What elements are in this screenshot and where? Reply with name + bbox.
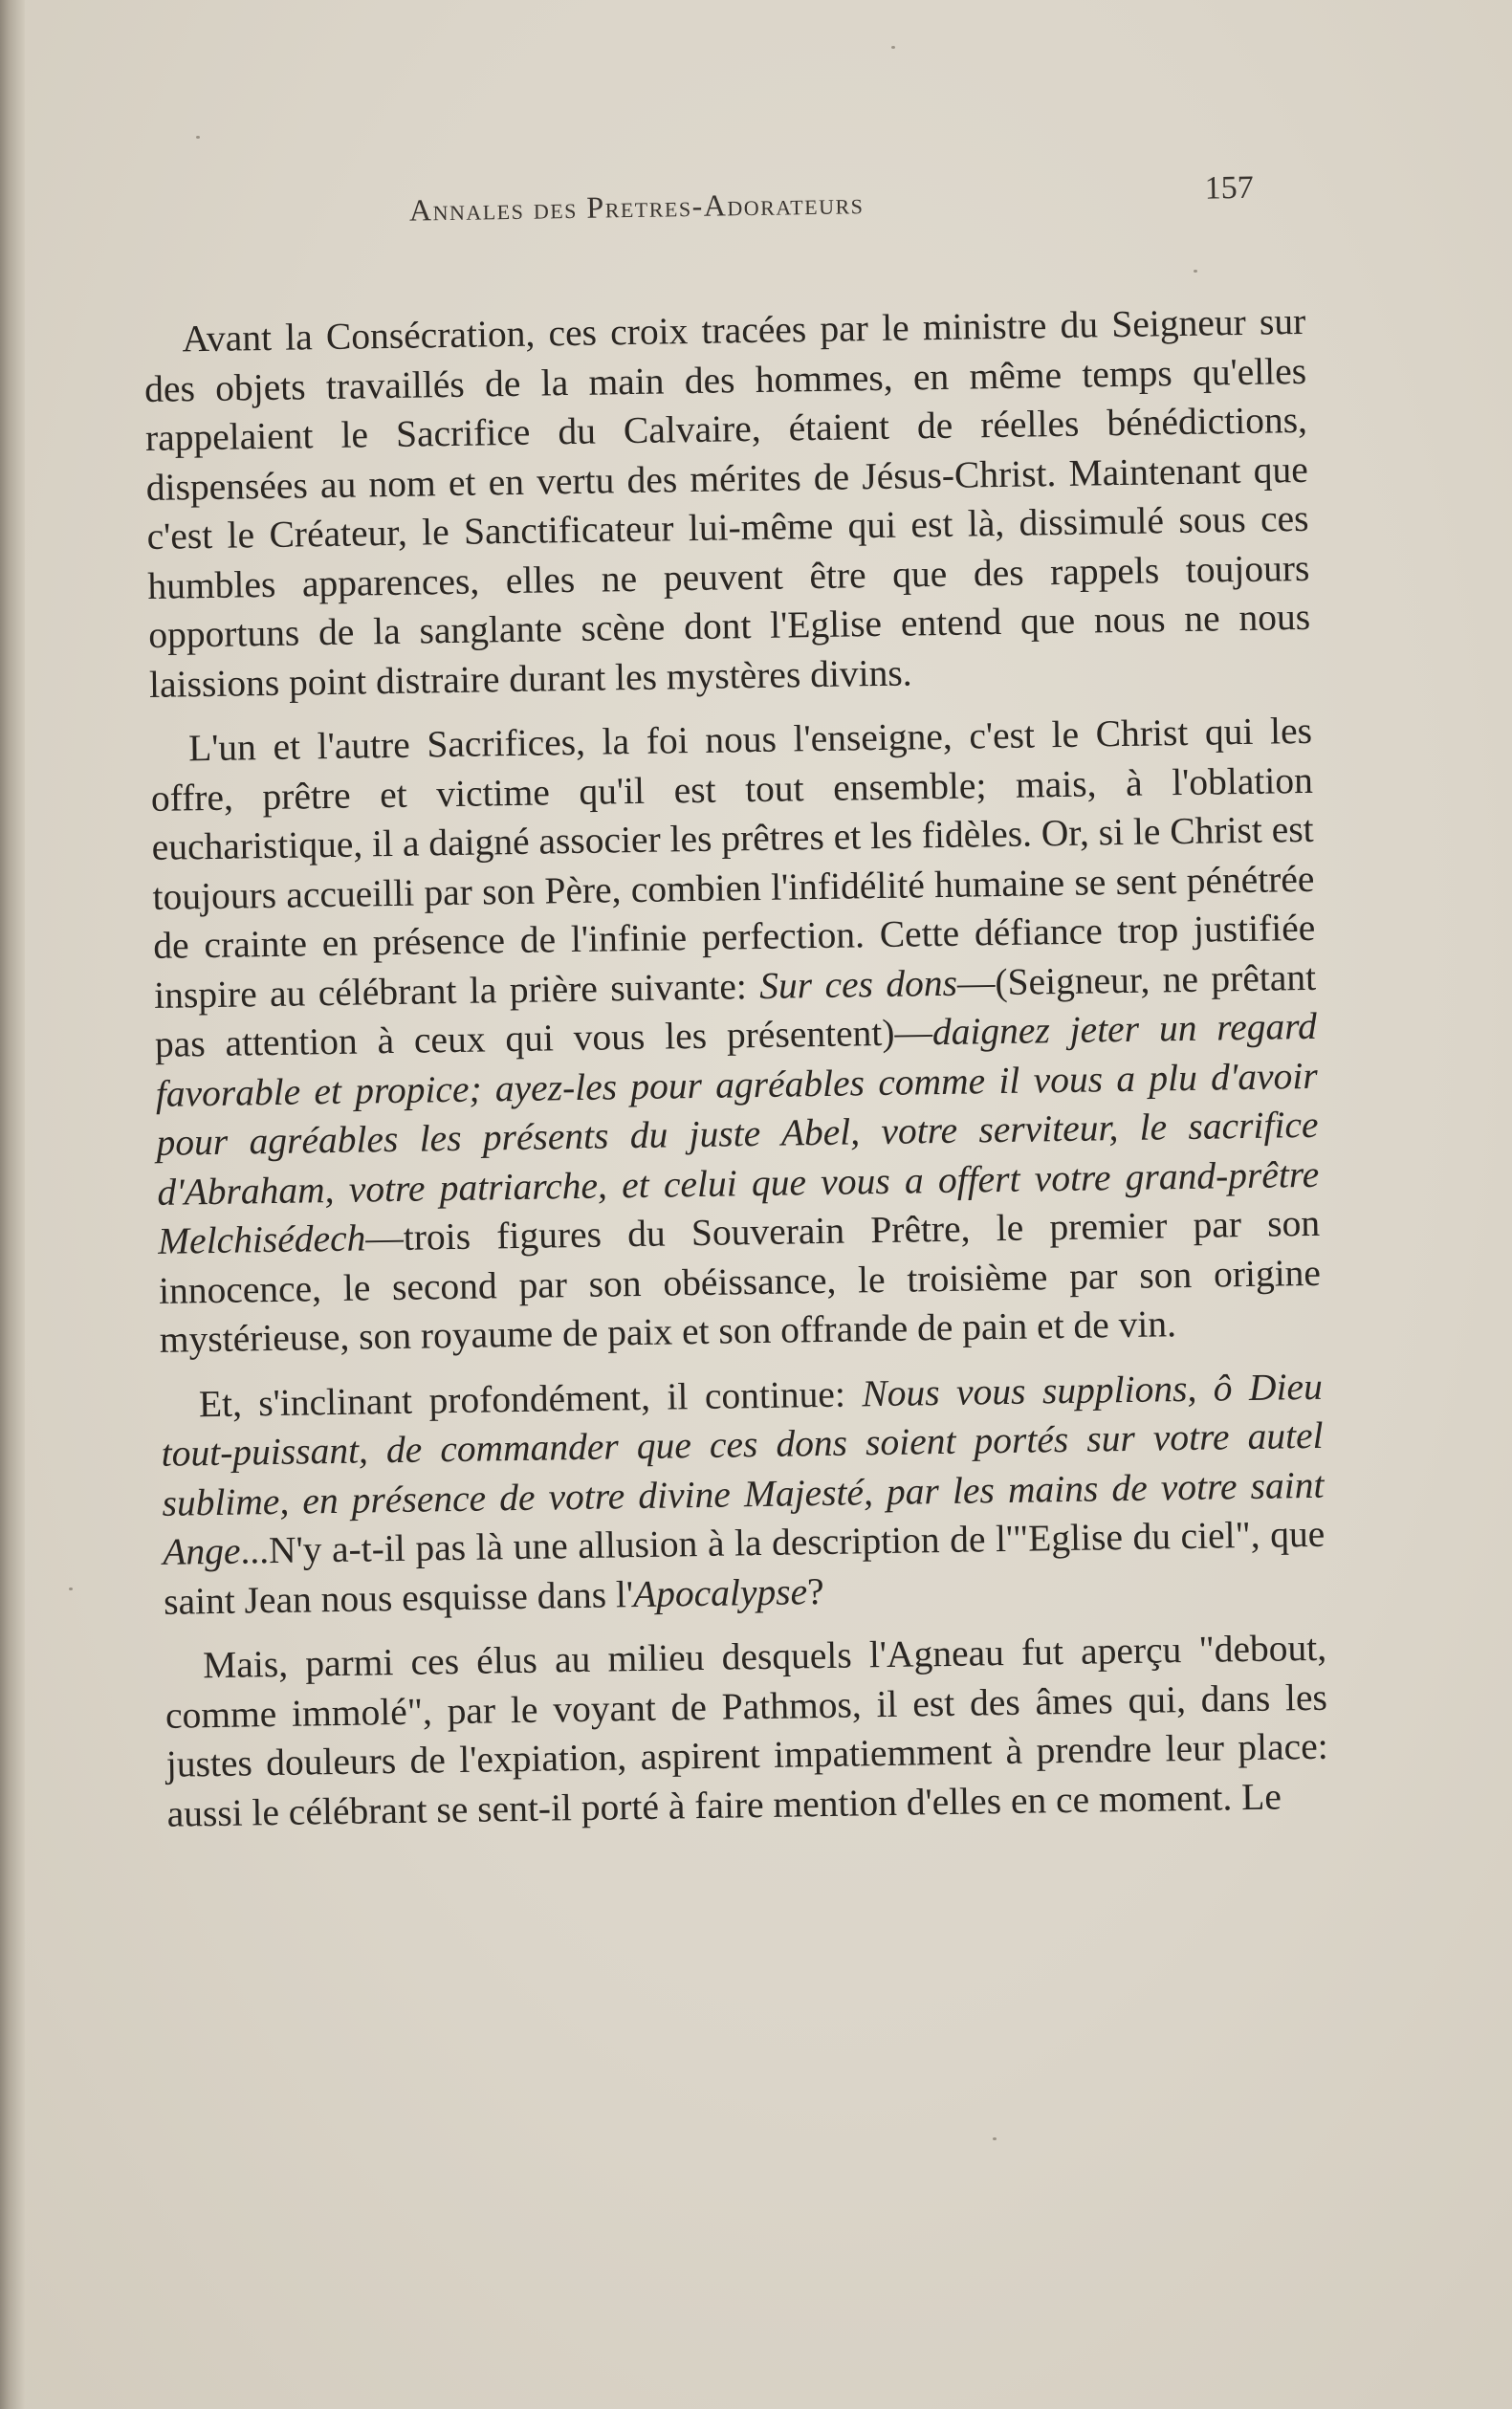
italic-segment: Apocalypse <box>632 1569 808 1615</box>
paragraph-1 <box>143 297 1311 710</box>
paragraph-2 <box>150 707 1322 1366</box>
paper-speck <box>1194 270 1197 273</box>
paragraph-4 <box>164 1624 1329 1839</box>
text-segment: Mais, parmi ces élus au milieu desquels l'Agneau fut aperçu "debout, comme immolé", par le voyant de Pathmos, il est des âmes qui, dans les justes douleurs de l'expiation, aspirent impatiemment à prendre leur place: aussi le célébrant se sent-il porté à faire mention d'elles en ce moment. Le <box>164 1626 1328 1835</box>
paper-speck <box>891 46 895 49</box>
text-segment: ? <box>806 1569 824 1612</box>
page-gutter-shadow <box>0 0 25 2409</box>
running-title: Annales des Pretres-Adorateurs <box>408 186 865 228</box>
body-text <box>143 297 1329 1854</box>
paper-speck <box>69 1588 73 1590</box>
page-number: 157 <box>1204 169 1254 207</box>
italic-segment: daignez jeter un regard favorable et propice; ayez-les pour agréables comme il vous a plu d'avoir pour agréables les présents du juste Abel, votre serviteur, le sacrifice d'Abraham, votre patriarche, et celui que vous a offert votre grand-prêtre Melchisédech <box>155 1004 1320 1262</box>
italic-segment: Sur ces dons <box>758 961 958 1007</box>
paper-speck <box>196 136 200 139</box>
text-segment: L'un et l'autre Sacrifices, la foi nous l'enseigne, c'est le Christ qui les offre, prêtre et victime qu'il est tout ensemble; mais, à l'oblation eucharistique, il a daigné associer les prêtres et les fidèles. Or, si le Christ est toujours accueilli par son Père, combien l'infidélité humaine se sent pénétrée de crainte en présence de l'infinie perfection. Cette défiance trop justifiée inspire au célébrant la prière suivante: <box>150 709 1316 1017</box>
text-segment: —trois figures du Souverain Prêtre, le premier par son innocence, le second par son obéissance, le troisième par son origine mystérieuse, son royaume de paix et son offrande de pain et de vin. <box>158 1201 1322 1361</box>
paper-speck <box>993 2137 997 2140</box>
text-segment: Avant la Consécration, ces croix tracées par le ministre du Seigneur sur des objets travaillés de la main des hommes, en même temps qu'elles rappelaient le Sacrifice du Calvaire, étaient de réelles bénédictions, dispensées au nom et en vertu des mérites de Jésus-Christ. Maintenant que c'est le Créateur, le Sanctificateur lui-même qui est là, dissimulé sous ces humbles apparences, elles ne peuvent être que des rappels toujours opportuns de la sanglante scène dont l'Eglise entend que nous ne nous laissions point distraire durant les mystères divins. <box>143 299 1311 706</box>
italic-segment: Nous vous supplions, ô Dieu tout-puissant, de commander que ces dons soient portés sur votre autel sublime, en présence de votre divine Majesté, par les mains de votre saint Ange <box>161 1365 1325 1573</box>
page-header <box>143 169 1302 245</box>
text-segment: —(Seigneur, ne prêtant pas attention à ceux qui vous les présentent)— <box>154 955 1317 1065</box>
text-segment: Et, s'inclinant profondément, il continue: <box>198 1371 863 1425</box>
text-segment: ...N'y a-t-il pas là une allusion à la description de l'"Eglise du ciel", que saint Jean nous esquisse dans l' <box>163 1512 1326 1623</box>
paragraph-3 <box>160 1362 1326 1627</box>
